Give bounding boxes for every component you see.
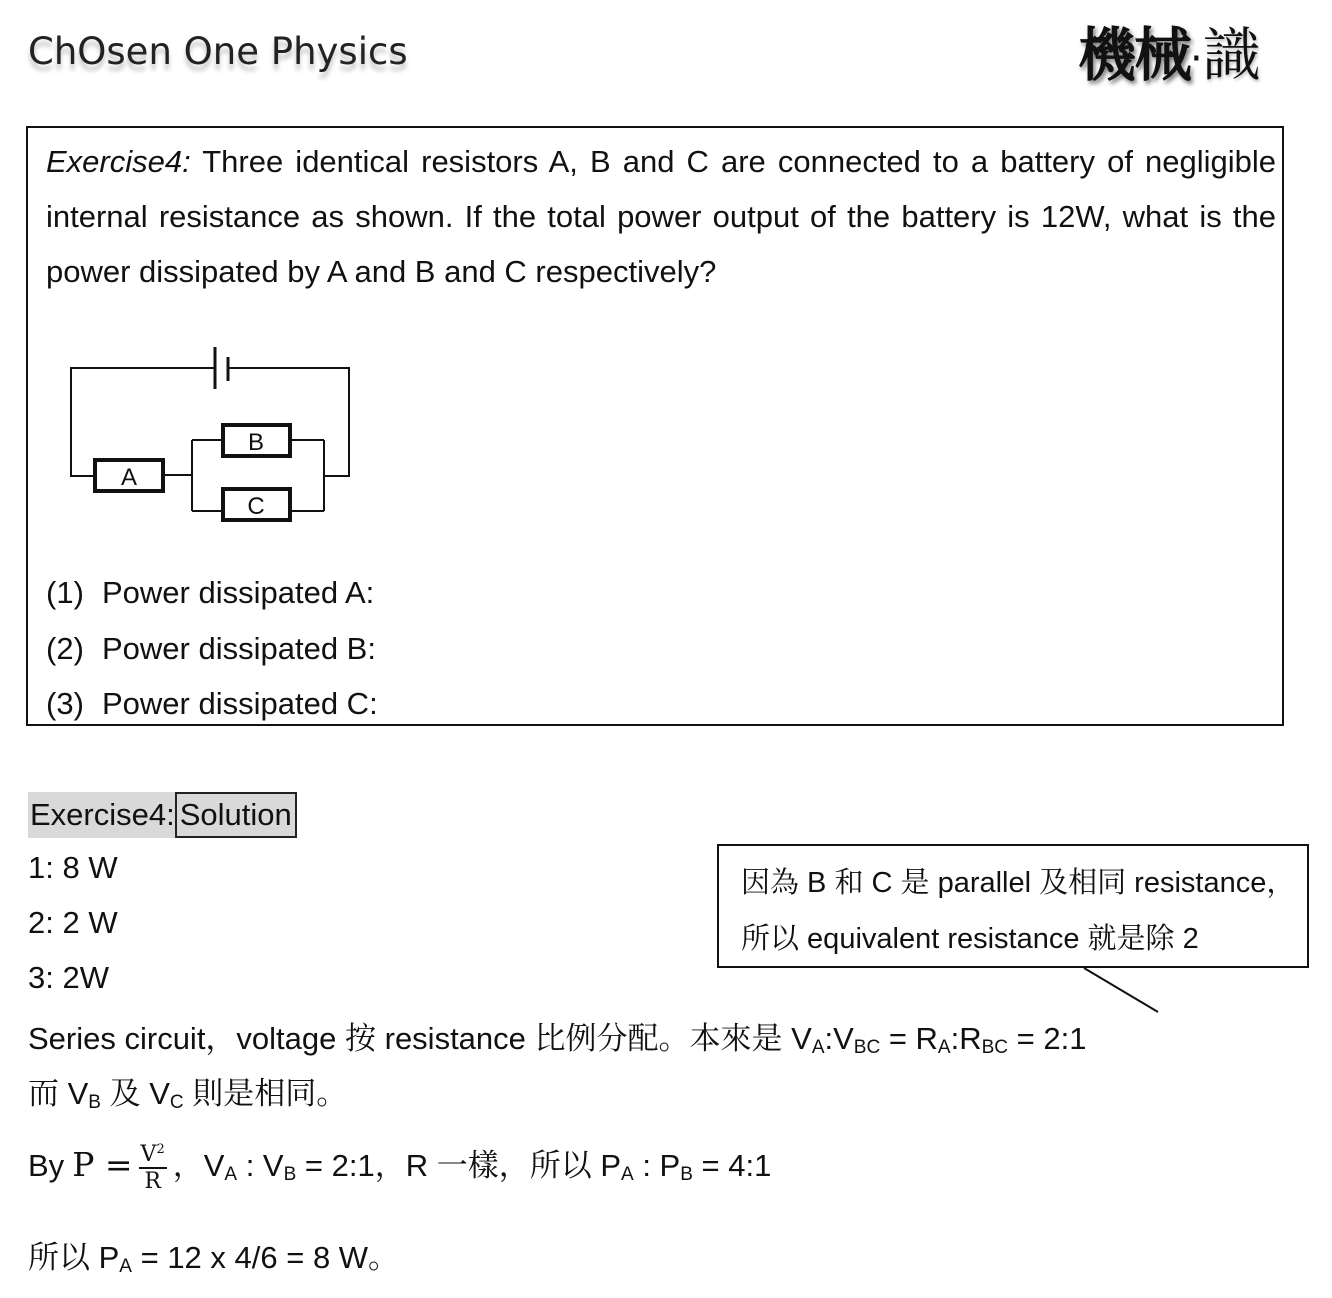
solution-line-4: 所以 $P_A = 12$ x 4/6 = 8 W。 (28, 1240, 400, 1277)
callout-line-1: 因為 B 和 C 是 parallel 及相同 resistance， (741, 867, 1296, 899)
circuit-diagram (68, 343, 368, 533)
question-item (46, 631, 376, 667)
logo (1078, 8, 1293, 89)
item-number: (2) (46, 631, 84, 666)
item-text: Power dissipated C: (102, 686, 378, 721)
item-number: (3) (46, 686, 84, 721)
question-item (46, 575, 374, 611)
item-text: Power dissipated A: (102, 575, 375, 610)
answer-1: 1: 8 W (28, 850, 118, 885)
logo-bold-text: 機械 (1078, 21, 1191, 89)
item-text: Power dissipated B: (102, 631, 376, 666)
answer-3: 3: 2W (28, 960, 109, 995)
callout-note (717, 844, 1309, 968)
answer-2: 2: 2 W (28, 905, 118, 940)
page-title: ChOsen One Physics (28, 30, 408, 73)
logo-light-text: 識 (1202, 21, 1261, 89)
resistor-b-label: B (247, 429, 265, 456)
logo-dot: · (1190, 35, 1203, 82)
exercise-label: Exercise4: (46, 144, 191, 179)
solution-line-3: By P = $\frac{V^2}{R}$ ，$V_A$ : $V_B$ = 2:1，R 一樣，所以 $P_A$ : $P_B$ = 4:1 (28, 1141, 772, 1194)
fraction: $\frac{V^2}{R}$ (140, 1141, 165, 1194)
item-number: (1) (46, 575, 84, 610)
callout-line-2: 所以 equivalent resistance 就是除 2 (741, 923, 1199, 955)
callout-pointer (1080, 966, 1170, 1016)
resistor-c-label: C (247, 493, 265, 520)
solution-header (28, 792, 297, 838)
question-text (46, 134, 1276, 299)
power-formula: P = (72, 1145, 133, 1184)
solution-line-2: 而 $V_B$ 及 $V_C$ 則是相同。 (28, 1076, 348, 1113)
solution-title: Exercise4: (28, 792, 177, 838)
solution-button[interactable]: Solution (175, 792, 297, 838)
circuit-wire-top-right (229, 368, 349, 476)
solution-line-1: Series circuit，voltage 按 resistance 比例分配。本來是 $V_A:V_{BC}$ = $R_A:R_{BC}$ = 2:1 (28, 1021, 1087, 1058)
exercise-box (26, 126, 1284, 726)
question-body: Three identical resistors A, B and C are connected to a battery of negligible internal resistance as shown. If the total power output of the battery is 12W, what is the power dissipated by A and B and C respectively? (46, 144, 1276, 289)
question-item (46, 686, 378, 722)
resistor-a-label: A (120, 464, 138, 491)
